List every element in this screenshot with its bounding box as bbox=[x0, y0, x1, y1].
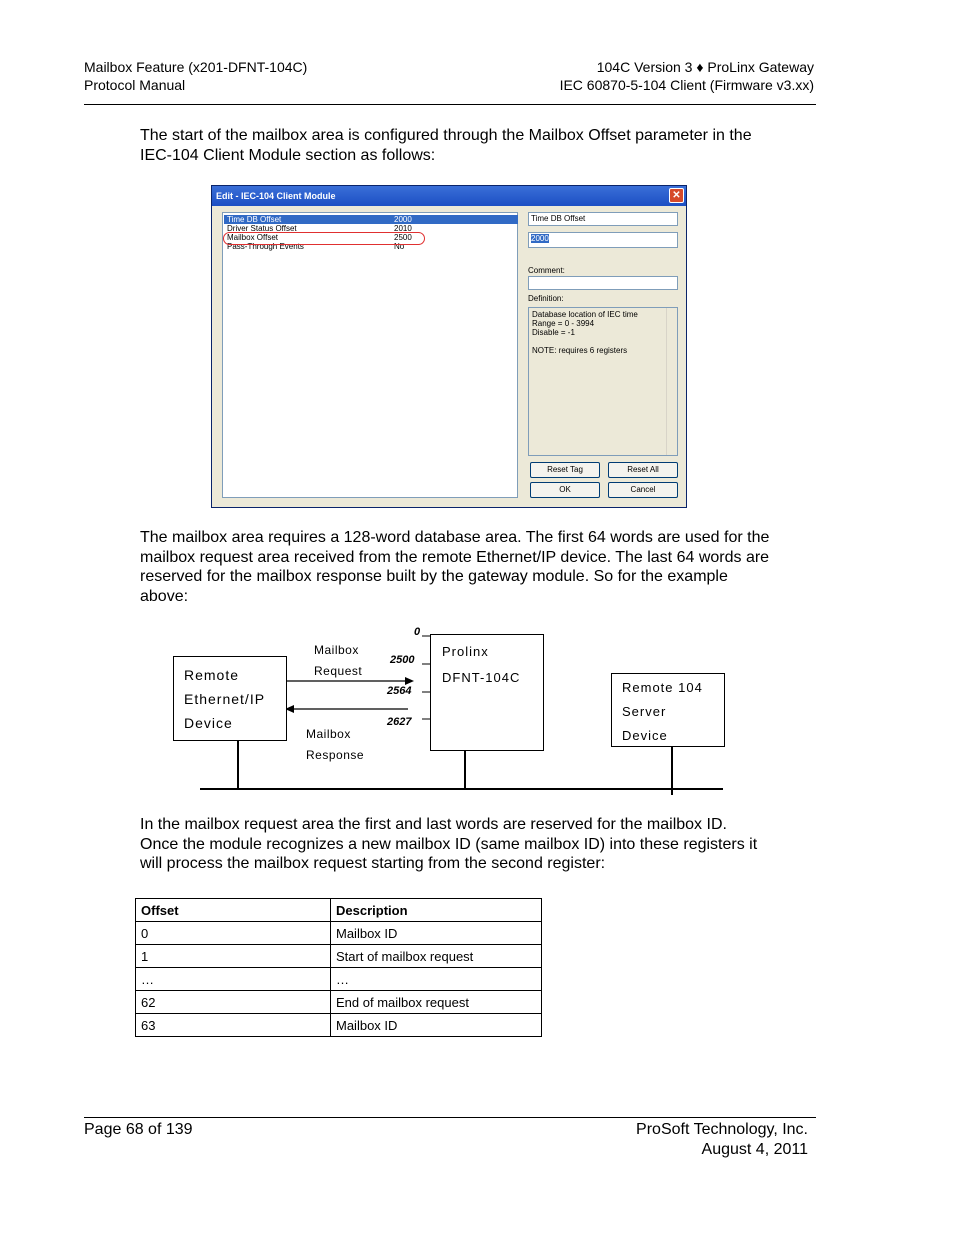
block-label: Ethernet/IP bbox=[184, 691, 266, 707]
definition-line: Disable = -1 bbox=[532, 328, 575, 337]
param-value: No bbox=[394, 242, 405, 251]
table-cell: 63 bbox=[136, 1014, 331, 1037]
block-label: DFNT-104C bbox=[442, 670, 521, 685]
protocol-line: IEC 60870-5-104 Client (Firmware v3.xx) bbox=[559, 77, 814, 93]
block-label: Remote 104 bbox=[622, 680, 703, 695]
address-2564: 2564 bbox=[387, 685, 412, 697]
value-input-text: 2000 bbox=[531, 234, 549, 243]
doc-title: Mailbox Feature (x201-DFNT-104C) bbox=[84, 59, 308, 75]
table-cell: Mailbox ID bbox=[331, 922, 542, 945]
table-cell: … bbox=[331, 968, 542, 991]
param-value: 2010 bbox=[394, 224, 412, 233]
ok-button[interactable]: OK bbox=[530, 482, 600, 498]
paragraph-mailbox-area: The mailbox area requires a 128-word database area. The first 64 words are used for the mailbox request area received from the remote Ethernet/IP device. The last 64 words are reserved for the mailbox response built by the gateway module. So for the example above: bbox=[140, 529, 770, 605]
paragraph-request-area: In the mailbox request area the first and last words are reserved for the mailbox ID. Once the module recognizes a new mailbox ID (same mailbox ID) into these registers it will process the mailbox request starting from the second register: bbox=[140, 816, 758, 873]
footer-rule bbox=[84, 1117, 816, 1118]
table-cell: Mailbox ID bbox=[331, 1014, 542, 1037]
table-header-row bbox=[136, 899, 542, 922]
comment-label: Comment: bbox=[528, 266, 565, 275]
definition-line: NOTE: requires 6 registers bbox=[532, 346, 628, 355]
definition-label: Definition: bbox=[528, 294, 564, 303]
block-label: Device bbox=[622, 728, 668, 743]
remote-104-server-device bbox=[611, 673, 725, 747]
param-value: 2000 bbox=[394, 215, 412, 224]
table-cell: 1 bbox=[136, 945, 331, 968]
table-row bbox=[136, 968, 542, 991]
page-number: Page 68 of 139 bbox=[84, 1121, 193, 1138]
table-row bbox=[136, 991, 542, 1014]
selected-param-name: Time DB Offset bbox=[528, 212, 678, 226]
remote-ethernet-ip-device bbox=[173, 656, 287, 741]
table-cell: 62 bbox=[136, 991, 331, 1014]
reset-all-button[interactable]: Reset All bbox=[608, 462, 678, 478]
diagram-label-line: Request bbox=[314, 664, 363, 678]
param-name: Mailbox Offset bbox=[227, 233, 278, 242]
prolinx-gateway-block bbox=[430, 634, 544, 751]
param-name: Time DB Offset bbox=[227, 215, 282, 224]
param-name: Pass-Through Events bbox=[227, 242, 304, 251]
table-cell: Start of mailbox request bbox=[331, 945, 542, 968]
publish-date: August 4, 2011 bbox=[701, 1141, 808, 1158]
column-header: Description bbox=[331, 899, 542, 922]
address-2627: 2627 bbox=[387, 716, 412, 728]
mailbox-request-label bbox=[314, 640, 362, 682]
product-line: 104C Version 3 ♦ ProLinx Gateway bbox=[596, 59, 814, 75]
block-label: Remote bbox=[184, 667, 240, 683]
table-cell: … bbox=[136, 968, 331, 991]
footer-right bbox=[636, 1120, 808, 1160]
param-value: 2500 bbox=[394, 233, 412, 242]
cancel-button[interactable]: Cancel bbox=[608, 482, 678, 498]
block-label: Device bbox=[184, 715, 233, 731]
mailbox-request-table bbox=[135, 898, 542, 1037]
definition-line: Range = 0 - 3994 bbox=[532, 319, 595, 328]
reset-tag-button[interactable]: Reset Tag bbox=[530, 462, 600, 478]
diagram-label-line: Mailbox bbox=[314, 643, 359, 657]
dialog-title: Edit - IEC-104 Client Module bbox=[216, 191, 336, 201]
company-name: ProSoft Technology, Inc. bbox=[636, 1121, 808, 1138]
address-2500: 2500 bbox=[390, 654, 415, 666]
request-arrowhead bbox=[405, 677, 414, 685]
column-header: Offset bbox=[136, 899, 331, 922]
diagram-label-line: Response bbox=[306, 748, 365, 762]
diagram-label-line: Mailbox bbox=[306, 727, 351, 741]
paragraph-intro: The start of the mailbox area is configured through the Mailbox Offset parameter in the IEC-104 Client Module section as follows: bbox=[140, 127, 752, 164]
block-label: Prolinx bbox=[442, 644, 489, 659]
table-cell: End of mailbox request bbox=[331, 991, 542, 1014]
definition-line: Database location of IEC time bbox=[532, 310, 638, 319]
param-name: Driver Status Offset bbox=[227, 224, 297, 233]
address-0: 0 bbox=[414, 626, 421, 638]
block-label: Server bbox=[622, 704, 667, 719]
table-row bbox=[136, 1014, 542, 1037]
table-row bbox=[136, 945, 542, 968]
table-row bbox=[136, 922, 542, 945]
table-cell: 0 bbox=[136, 922, 331, 945]
doc-subtitle: Protocol Manual bbox=[84, 77, 186, 93]
close-icon[interactable]: ✕ bbox=[669, 188, 684, 203]
mailbox-response-label bbox=[306, 724, 364, 766]
